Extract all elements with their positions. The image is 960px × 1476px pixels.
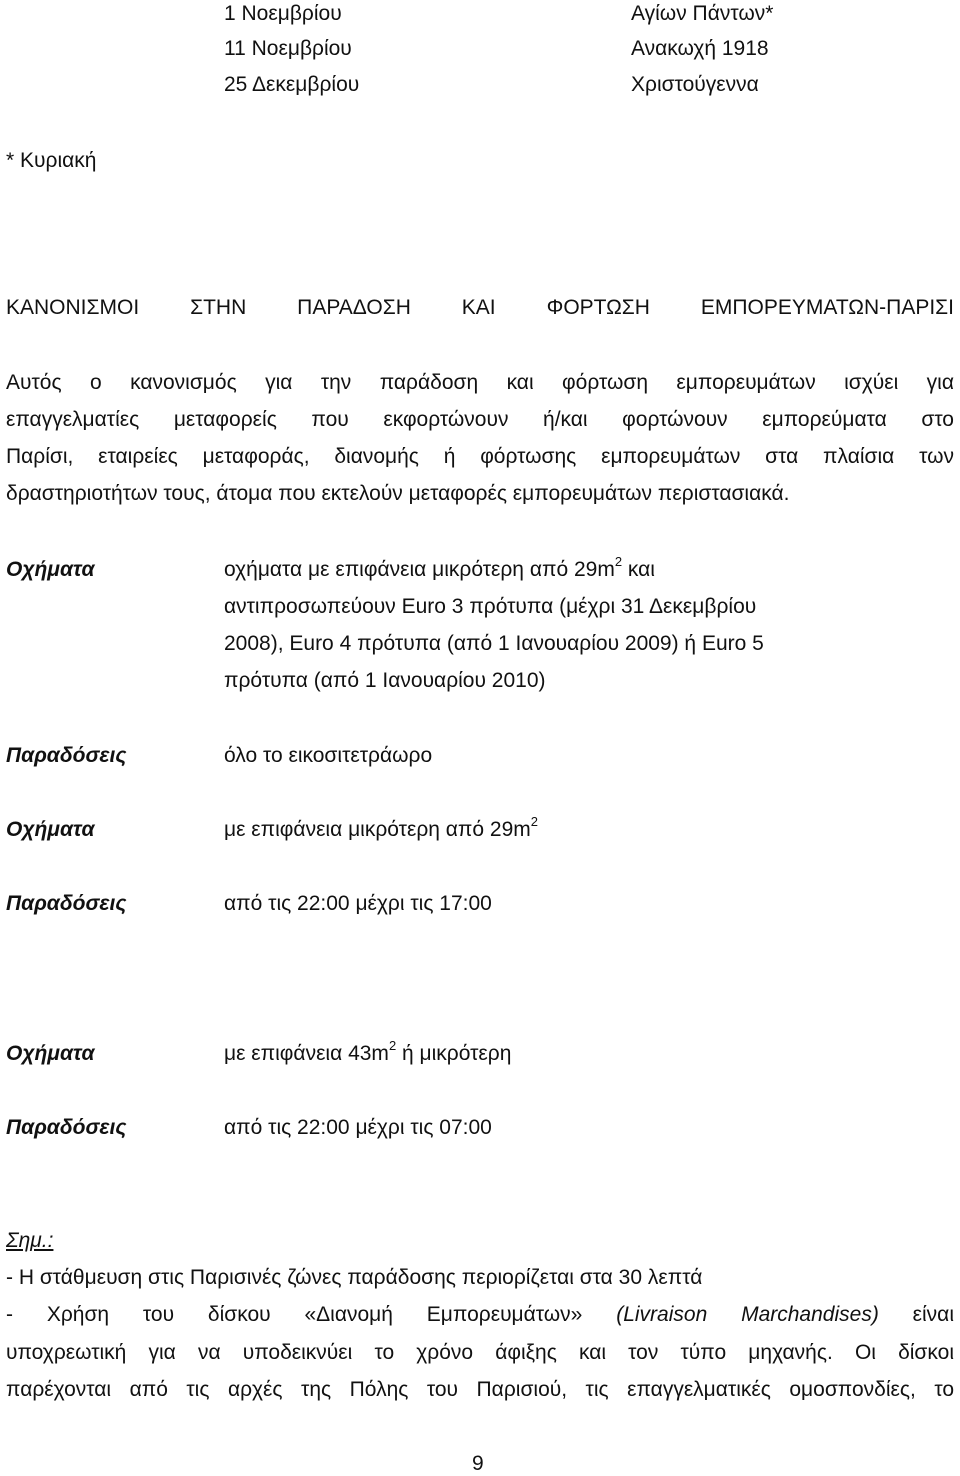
vehicles-text: με επιφάνεια 43m xyxy=(224,1042,389,1065)
superscript: 2 xyxy=(614,554,623,569)
sunday-footnote: * Κυριακή xyxy=(6,149,97,172)
vehicles-label: Οχήματα xyxy=(6,558,95,581)
vehicles-label: Οχήματα xyxy=(6,1042,95,1065)
paragraph-line: Παρίσι, εταιρείες μεταφοράς, διανομής ή φόρτωσης εμπορευμάτων στα πλαίσια των xyxy=(6,445,954,468)
vehicles-text-cont: και xyxy=(622,558,655,581)
holiday-name: Ανακωχή 1918 xyxy=(631,37,769,60)
note-italic-text: (Livraison Marchandises) xyxy=(616,1303,879,1326)
vehicles-description-line xyxy=(224,1038,512,1066)
deliveries-label: Παραδόσεις xyxy=(6,744,127,767)
vehicles-description-line: πρότυπα (από 1 Ιανουαρίου 2010) xyxy=(224,669,546,692)
paragraph-line: Αυτός ο κανονισμός για την παράδοση και φόρτωση εμπορευμάτων ισχύει για xyxy=(6,371,954,394)
vehicles-label: Οχήματα xyxy=(6,818,95,841)
superscript: 2 xyxy=(530,814,539,829)
vehicles-text: με επιφάνεια μικρότερη από 29m xyxy=(224,818,531,841)
holiday-date: 11 Νοεμβρίου xyxy=(224,37,352,60)
note-line: παρέχονται από τις αρχές της Πόλης του Παρισιού, τις επαγγελματικές ομοσπονδίες, το xyxy=(6,1378,954,1401)
deliveries-text: από τις 22:00 μέχρι τις 17:00 xyxy=(224,892,492,915)
note-line: υποχρεωτική για να υποδεικνύει το χρόνο άφιξης και τον τύπο μηχανής. Οι δίσκοι xyxy=(6,1341,954,1364)
vehicles-description-line: 2008), Euro 4 πρότυπα (από 1 Ιανουαρίου 2009) ή Euro 5 xyxy=(224,632,764,655)
holiday-name: Αγίων Πάντων* xyxy=(631,2,774,25)
paragraph-line: δραστηριοτήτων τους, άτομα που εκτελούν μεταφορές εμπορευμάτων περιστασιακά. xyxy=(6,482,790,505)
section-title: ΚΑΝΟΝΙΣΜΟΙ ΣΤΗΝ ΠΑΡΑΔΟΣΗ ΚΑΙ ΦΟΡΤΩΣΗ ΕΜΠΟΡΕΥΜΑΤΩΝ-ΠΑΡΙΣΙ xyxy=(6,296,954,319)
vehicles-description-line xyxy=(224,814,539,842)
vehicles-text: οχήματα με επιφάνεια μικρότερη από 29m xyxy=(224,558,615,581)
note-text: είναι xyxy=(912,1303,954,1326)
note-line xyxy=(6,1302,954,1327)
superscript: 2 xyxy=(388,1038,397,1053)
paragraph-line: επαγγελματίες μεταφορείς που εκφορτώνουν ή/και φορτώνουν εμπορεύματα στο xyxy=(6,408,954,431)
holiday-name: Χριστούγεννα xyxy=(631,73,759,96)
deliveries-text: όλο το εικοσιτετράωρο xyxy=(224,744,433,767)
holiday-date: 1 Νοεμβρίου xyxy=(224,2,342,25)
page-number: 9 xyxy=(472,1452,484,1475)
vehicles-text-cont: ή μικρότερη xyxy=(396,1042,512,1065)
note-line: - Η στάθμευση στις Παρισινές ζώνες παράδοσης περιορίζεται στα 30 λεπτά xyxy=(6,1266,703,1289)
vehicles-description-line xyxy=(224,554,655,582)
note-label: Σημ.: xyxy=(6,1229,54,1252)
deliveries-label: Παραδόσεις xyxy=(6,892,127,915)
note-text: - Χρήση του δίσκου «Διανομή Εμπορευμάτων» xyxy=(6,1303,583,1326)
deliveries-text: από τις 22:00 μέχρι τις 07:00 xyxy=(224,1116,492,1139)
holiday-date: 25 Δεκεμβρίου xyxy=(224,73,360,96)
vehicles-description-line: αντιπροσωπεύουν Euro 3 πρότυπα (μέχρι 31 Δεκεμβρίου xyxy=(224,595,757,618)
deliveries-label: Παραδόσεις xyxy=(6,1116,127,1139)
